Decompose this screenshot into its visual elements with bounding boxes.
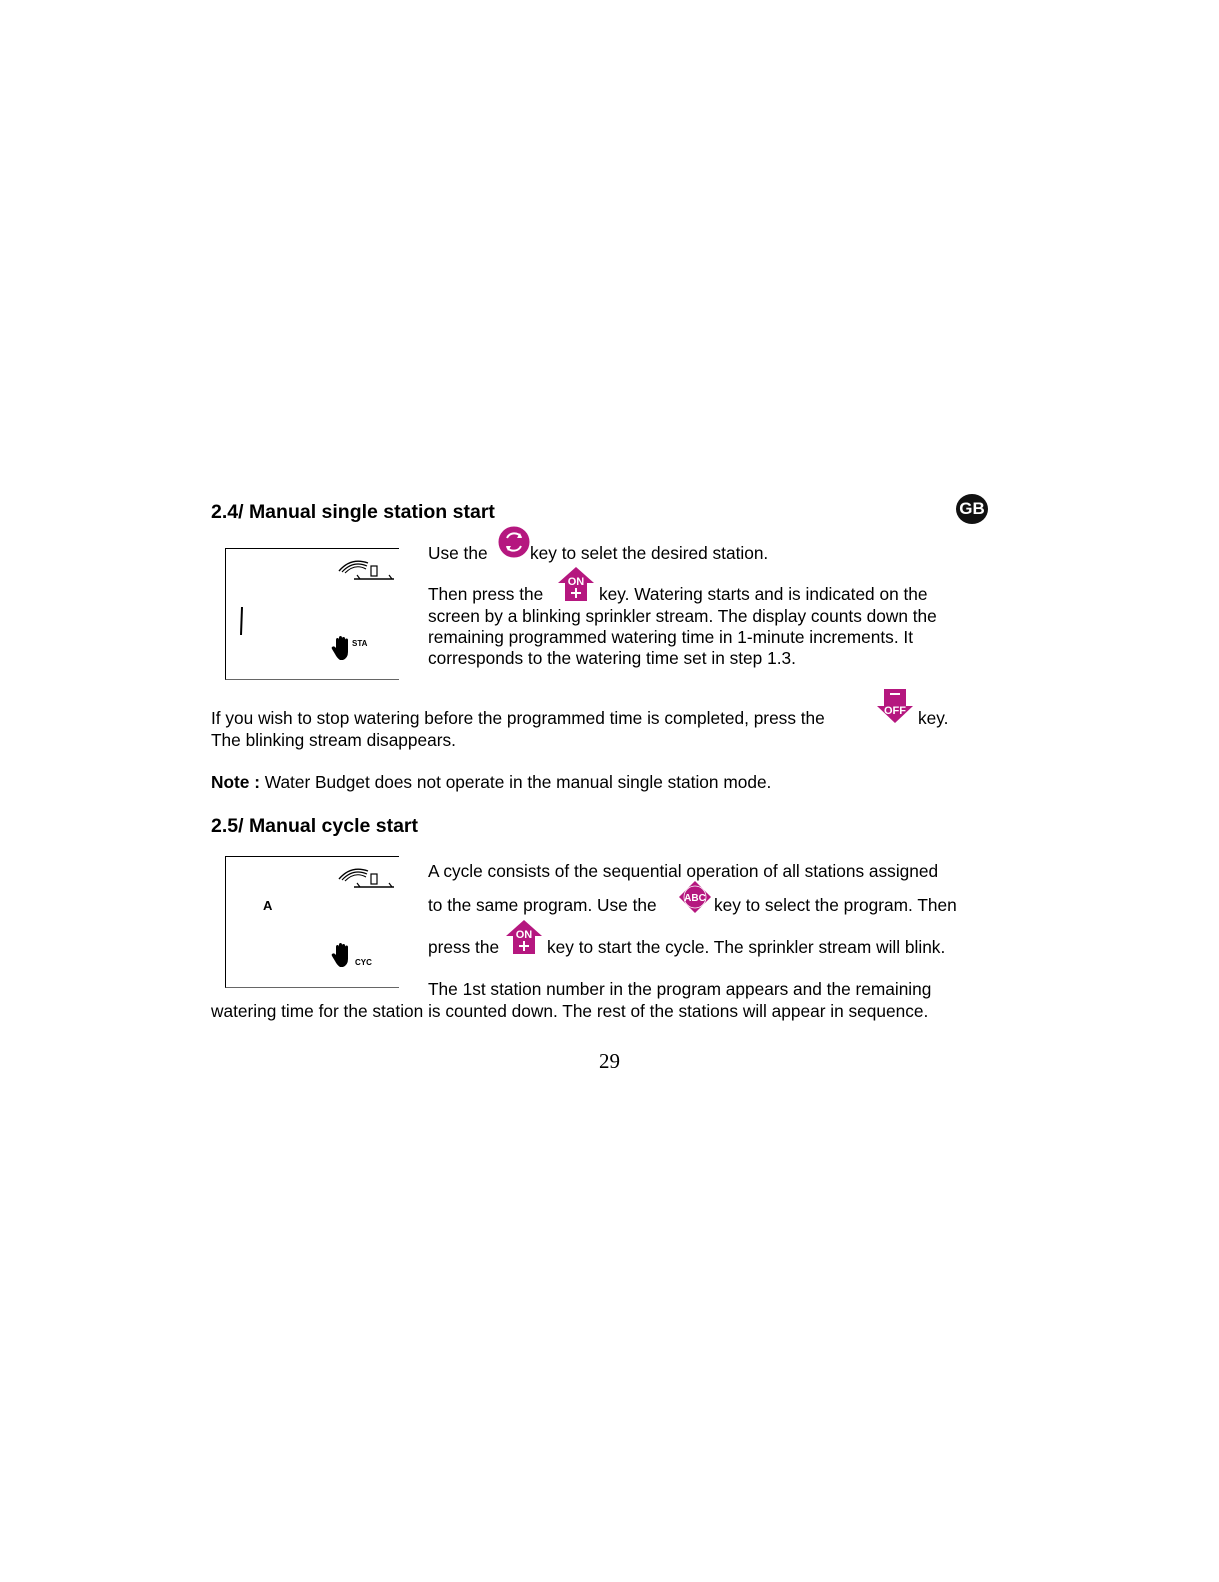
text-line: The 1st station number in the program appears and the remaining (428, 979, 932, 999)
text-line: screen by a blinking sprinkler stream. The display counts down the (428, 606, 937, 626)
section-heading-2-4: 2.4/ Manual single station start (211, 501, 495, 523)
on-key-label: ON (567, 576, 585, 588)
hand-icon (331, 943, 353, 969)
text-line: If you wish to stop watering before the programmed time is completed, press the (211, 708, 825, 728)
text-line (428, 543, 488, 564)
note-label: Note : (211, 772, 260, 792)
off-key-label: OFF (884, 705, 906, 717)
lcd-sta-label: STA (352, 639, 368, 648)
text-line: remaining programmed watering time in 1-minute increments. It (428, 627, 914, 647)
language-badge-gb: GB (956, 494, 988, 524)
on-plus-key-icon (504, 919, 544, 955)
text-span: Then press the (428, 584, 544, 604)
on-key-label: ON (515, 929, 533, 941)
page-number: 29 (599, 1049, 620, 1073)
text-line: watering time for the station is counted down. The rest of the stations will appear in sequence. (211, 1001, 929, 1021)
text-line: press the (428, 937, 500, 957)
lcd-program-letter: A (263, 898, 273, 913)
note-line (211, 772, 771, 793)
text-line: A cycle consists of the sequential operation of all stations assigned (428, 861, 939, 881)
off-minus-key-icon (875, 688, 915, 724)
abc-key-label: ABC (684, 893, 706, 904)
text-line: corresponds to the watering time set in step 1.3. (428, 648, 796, 668)
text-line: key to start the cycle. The sprinkler stream will blink. (547, 937, 946, 957)
text-span: key to selet the desired station. (530, 543, 769, 563)
hand-icon (331, 636, 353, 662)
text-line (599, 584, 928, 605)
note-text: Water Budget does not operate in the manual single station mode. (259, 772, 772, 792)
text-span: Use the (428, 543, 488, 563)
text-line: The blinking stream disappears. (211, 730, 456, 750)
lcd-display-cycle (225, 856, 399, 988)
sprinkler-icon (226, 549, 399, 679)
text-span: key. Watering starts and is indicated on the (599, 584, 928, 604)
text-line (428, 584, 543, 605)
lcd-display-single-station (225, 548, 399, 680)
text-line: key to select the program. Then (714, 895, 957, 915)
station-select-key-icon (496, 524, 534, 560)
sprinkler-icon (226, 857, 399, 987)
text-line: key. (918, 708, 949, 728)
abc-program-key-icon (678, 880, 712, 914)
text-line (530, 543, 768, 564)
text-line: to the same program. Use the (428, 895, 657, 915)
section-heading-2-5: 2.5/ Manual cycle start (211, 815, 419, 837)
on-plus-key-icon (556, 566, 596, 602)
lcd-cyc-label: CYC (355, 958, 372, 967)
